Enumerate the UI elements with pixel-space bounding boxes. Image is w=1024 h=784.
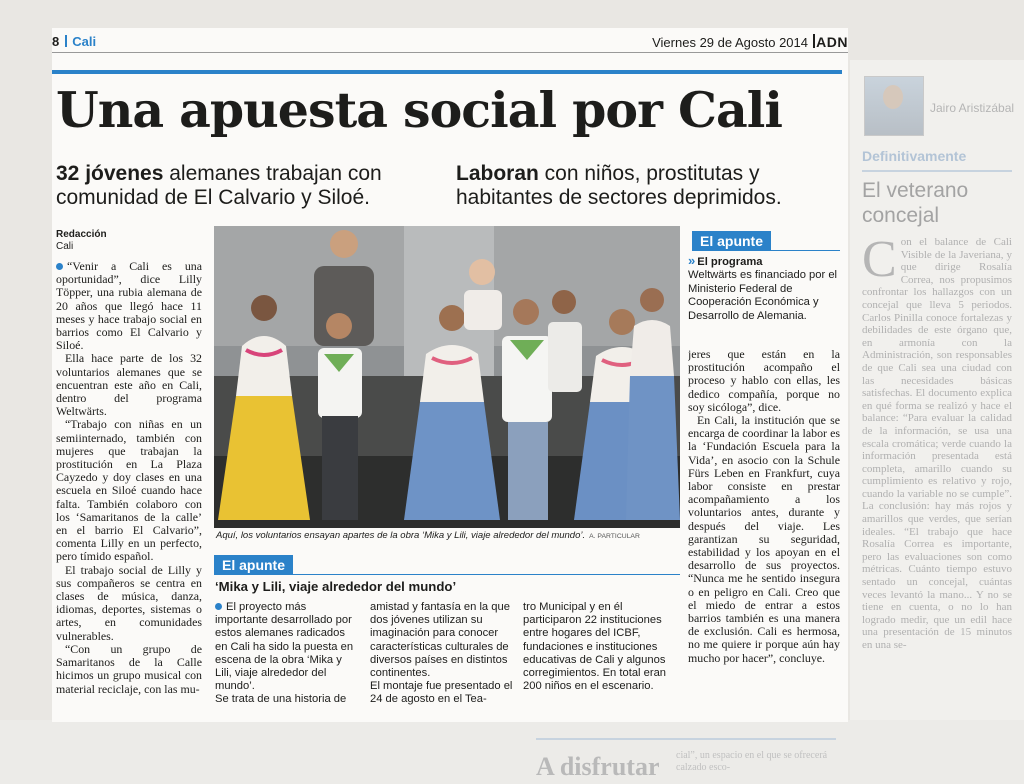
apunte-rule-top <box>692 250 840 251</box>
body-paragraph: jeres que están en la prostitución acompaño el proceso y hablo con ellas, les dedico compañía, porque no soy sicóloga”, dice. <box>688 348 840 414</box>
body-paragraph: En Cali, la institución que se encarga de coordinar la labor es la ‘Fundación Escuela para la Vida’, en asocio con la Schule Fürs Leben en Frankfurt, cuya labor consiste en prestar acompañamiento a los voluntarios antes, durante y después del viaje. Les garantizan su seguridad, estabilidad y los apoyan en el desarrollo de sus proyectos. “Nunca me he sentido insegura o en peligro en Cali. Creo que el miedo de entrar a estos barrios también es una manera de exclusión. Cali es hermosa, no me quiere ir porque aún hay mucho por hacer”, concluye. <box>688 413 840 665</box>
deck-right <box>456 162 846 210</box>
next-article-snippet: cial”, un espacio en el que se ofrecerá calzado esco- <box>676 750 828 773</box>
column-body <box>862 231 1012 652</box>
page-number: 8 <box>52 34 60 49</box>
column-title: El veterano concejal <box>862 179 969 227</box>
apunte-rule-mid <box>214 574 680 575</box>
photo-credit: A. PARTICULAR <box>589 533 640 540</box>
logo-separator <box>813 34 815 48</box>
byline-place: Cali <box>56 241 74 252</box>
apunte-paragraph: El proyecto más importante desarrollado por estos alemanes radicados en Cali ha sido la puesta en escena de la obra ‘Mika y Lili, viaje alrededor del mundo’. <box>215 601 354 693</box>
apunte-column-1 <box>215 601 358 707</box>
article-photo <box>214 226 680 528</box>
bottom-rule <box>536 738 836 740</box>
columnist-photo <box>864 76 924 136</box>
apunte-paragraph: amistad y fantasía en la que dos jóvenes utilizan su imaginación para conocer características culturales de diversos países en distintos continentes. <box>370 601 510 680</box>
body-paragraph: “Trabajo con niñas en un semiinternado, también con mujeres que trabajan la prostitución en La Plaza Cayzedo y doy clases en una escuela en Siloé cuando hace falta. También colaboro con los ‘Samaritanos de la calle’ en el barrio El Calvario”, comenta Lilly en un perfecto, pero tímido español. <box>56 417 202 564</box>
page-folio <box>52 34 96 49</box>
section-name: Cali <box>72 34 97 49</box>
body-paragraph: “Venir a Cali es una oportunidad”, dice Lilly Töpper, una rubia alemana de 20 años que llegó hace 11 meses y hace trabajo social en barrios como El Calvario y Siloé. <box>56 260 202 353</box>
adjacent-page <box>850 60 1024 784</box>
bullet-icon <box>215 603 222 610</box>
bullet-icon <box>56 263 63 270</box>
apunte-label-mid: El apunte <box>214 555 293 575</box>
column-body-text: on el balance de Cali Visible de la Javeriana, y que dirige Rosalía Correa, nos propusimos confrontar los hallazgos con un concejal que lleva 5 periodos. Carlos Pinilla conoce fortalezas y debilidades de este órgano que, en armonía con la Administración, son responsables de que Cali sea una ciudad con las necesidades básicas satisfechas. El documento explica en qué forma se realizó y hace el balance: “Para evaluar la calidad de la información, se usa una escala cromática; verde cuando la información presentada está completa, amarillo cuando su cumplimiento es relativo y rojo, cuando la variable no se cumple”. La conclusión: hay más rojos y amarillos que verdes, que serían ideales. “El trabajo que hace Rosalía Correa es importante, pero las evaluaciones son como métricas. Cuánto tiempo estuvo sentado un concejal, cuántas veces levantó la mano... Y no se tiene en cuenta, o no lo han logrado medir, que un edil hace una presentación de 15 minutos en una se- <box>862 236 1012 651</box>
header-rule <box>52 52 848 53</box>
chevron-right-icon: » <box>688 253 696 268</box>
columnist-name: Jairo Aristizábal <box>930 101 1015 115</box>
photo-caption <box>216 530 680 541</box>
newspaper-clipping <box>52 28 848 722</box>
drop-cap: C <box>862 231 897 288</box>
body-column-left <box>56 260 202 722</box>
section-color-rule <box>52 70 842 74</box>
apunte-paragraph: El montaje fue presentado el 24 de agosto en el Tea- <box>370 680 513 706</box>
next-article-headline: A disfrutar <box>536 752 660 781</box>
article-headline: Una apuesta social por Cali <box>56 81 782 139</box>
apunte-paragraph: tro Municipal y en él participaron 22 instituciones entre hogares del ICBF, fundaciones e instituciones educativas de Cali y algunos corregimientos. En total eran 200 niños en el escenario. <box>523 601 667 693</box>
brand-logo: ADN <box>816 34 848 50</box>
deck-right-bold: Laboran <box>456 162 539 185</box>
column-section-name: Definitivamente <box>862 148 967 164</box>
apunte-paragraph: Se trata de una historia de <box>215 693 347 706</box>
body-paragraph: “Con un grupo de Samaritanos de la Calle hicimos un grupo musical con material reciclaje, con las mu- <box>56 641 202 696</box>
deck-right-text: con niños, prostitutas y habitantes de sectores deprimidos. <box>456 162 782 209</box>
bottom-strip <box>0 720 1024 784</box>
apunte-column-2 <box>370 601 513 707</box>
byline <box>56 229 107 253</box>
apunte-column-3 <box>523 601 673 693</box>
apunte-label-top: El apunte <box>692 231 771 251</box>
folio-separator <box>65 35 67 47</box>
volunteers-rehearsal-image <box>214 226 680 528</box>
column-rule <box>862 170 1012 172</box>
apunte-box-programa <box>688 254 840 323</box>
body-paragraph: El trabajo social de Lilly y sus compañeros se centra en clases de música, danza, idiomas, deportes, sistemas o artes, en comunidades vulnerables. <box>56 562 202 643</box>
body-column-right <box>688 348 840 724</box>
deck-left-bold: 32 jóvenes <box>56 162 164 185</box>
deck-left <box>56 162 436 210</box>
issue-date: Viernes 29 de Agosto 2014 <box>652 35 808 50</box>
body-paragraph: Ella hace parte de los 32 voluntarios alemanes que se encuentran este año en Cali, dentro del programa Weltwärts. <box>56 351 202 419</box>
byline-author: Redacción <box>56 229 107 240</box>
apunte-lead: El programa <box>697 256 763 268</box>
caption-text: Aquí, los voluntarios ensayan apartes de la obra ‘Mika y Lili, viaje alrededor del mundo’. <box>216 530 586 541</box>
apunte-text: Weltwärts es financiado por el Ministerio Federal de Cooperación Económica y Desarrollo de Alemania. <box>688 269 838 322</box>
apunte-subhead: ‘Mika y Lili, viaje alrededor del mundo’ <box>215 579 457 594</box>
deck-left-text: alemanes trabajan con comunidad de El Calvario y Siloé. <box>56 162 382 209</box>
